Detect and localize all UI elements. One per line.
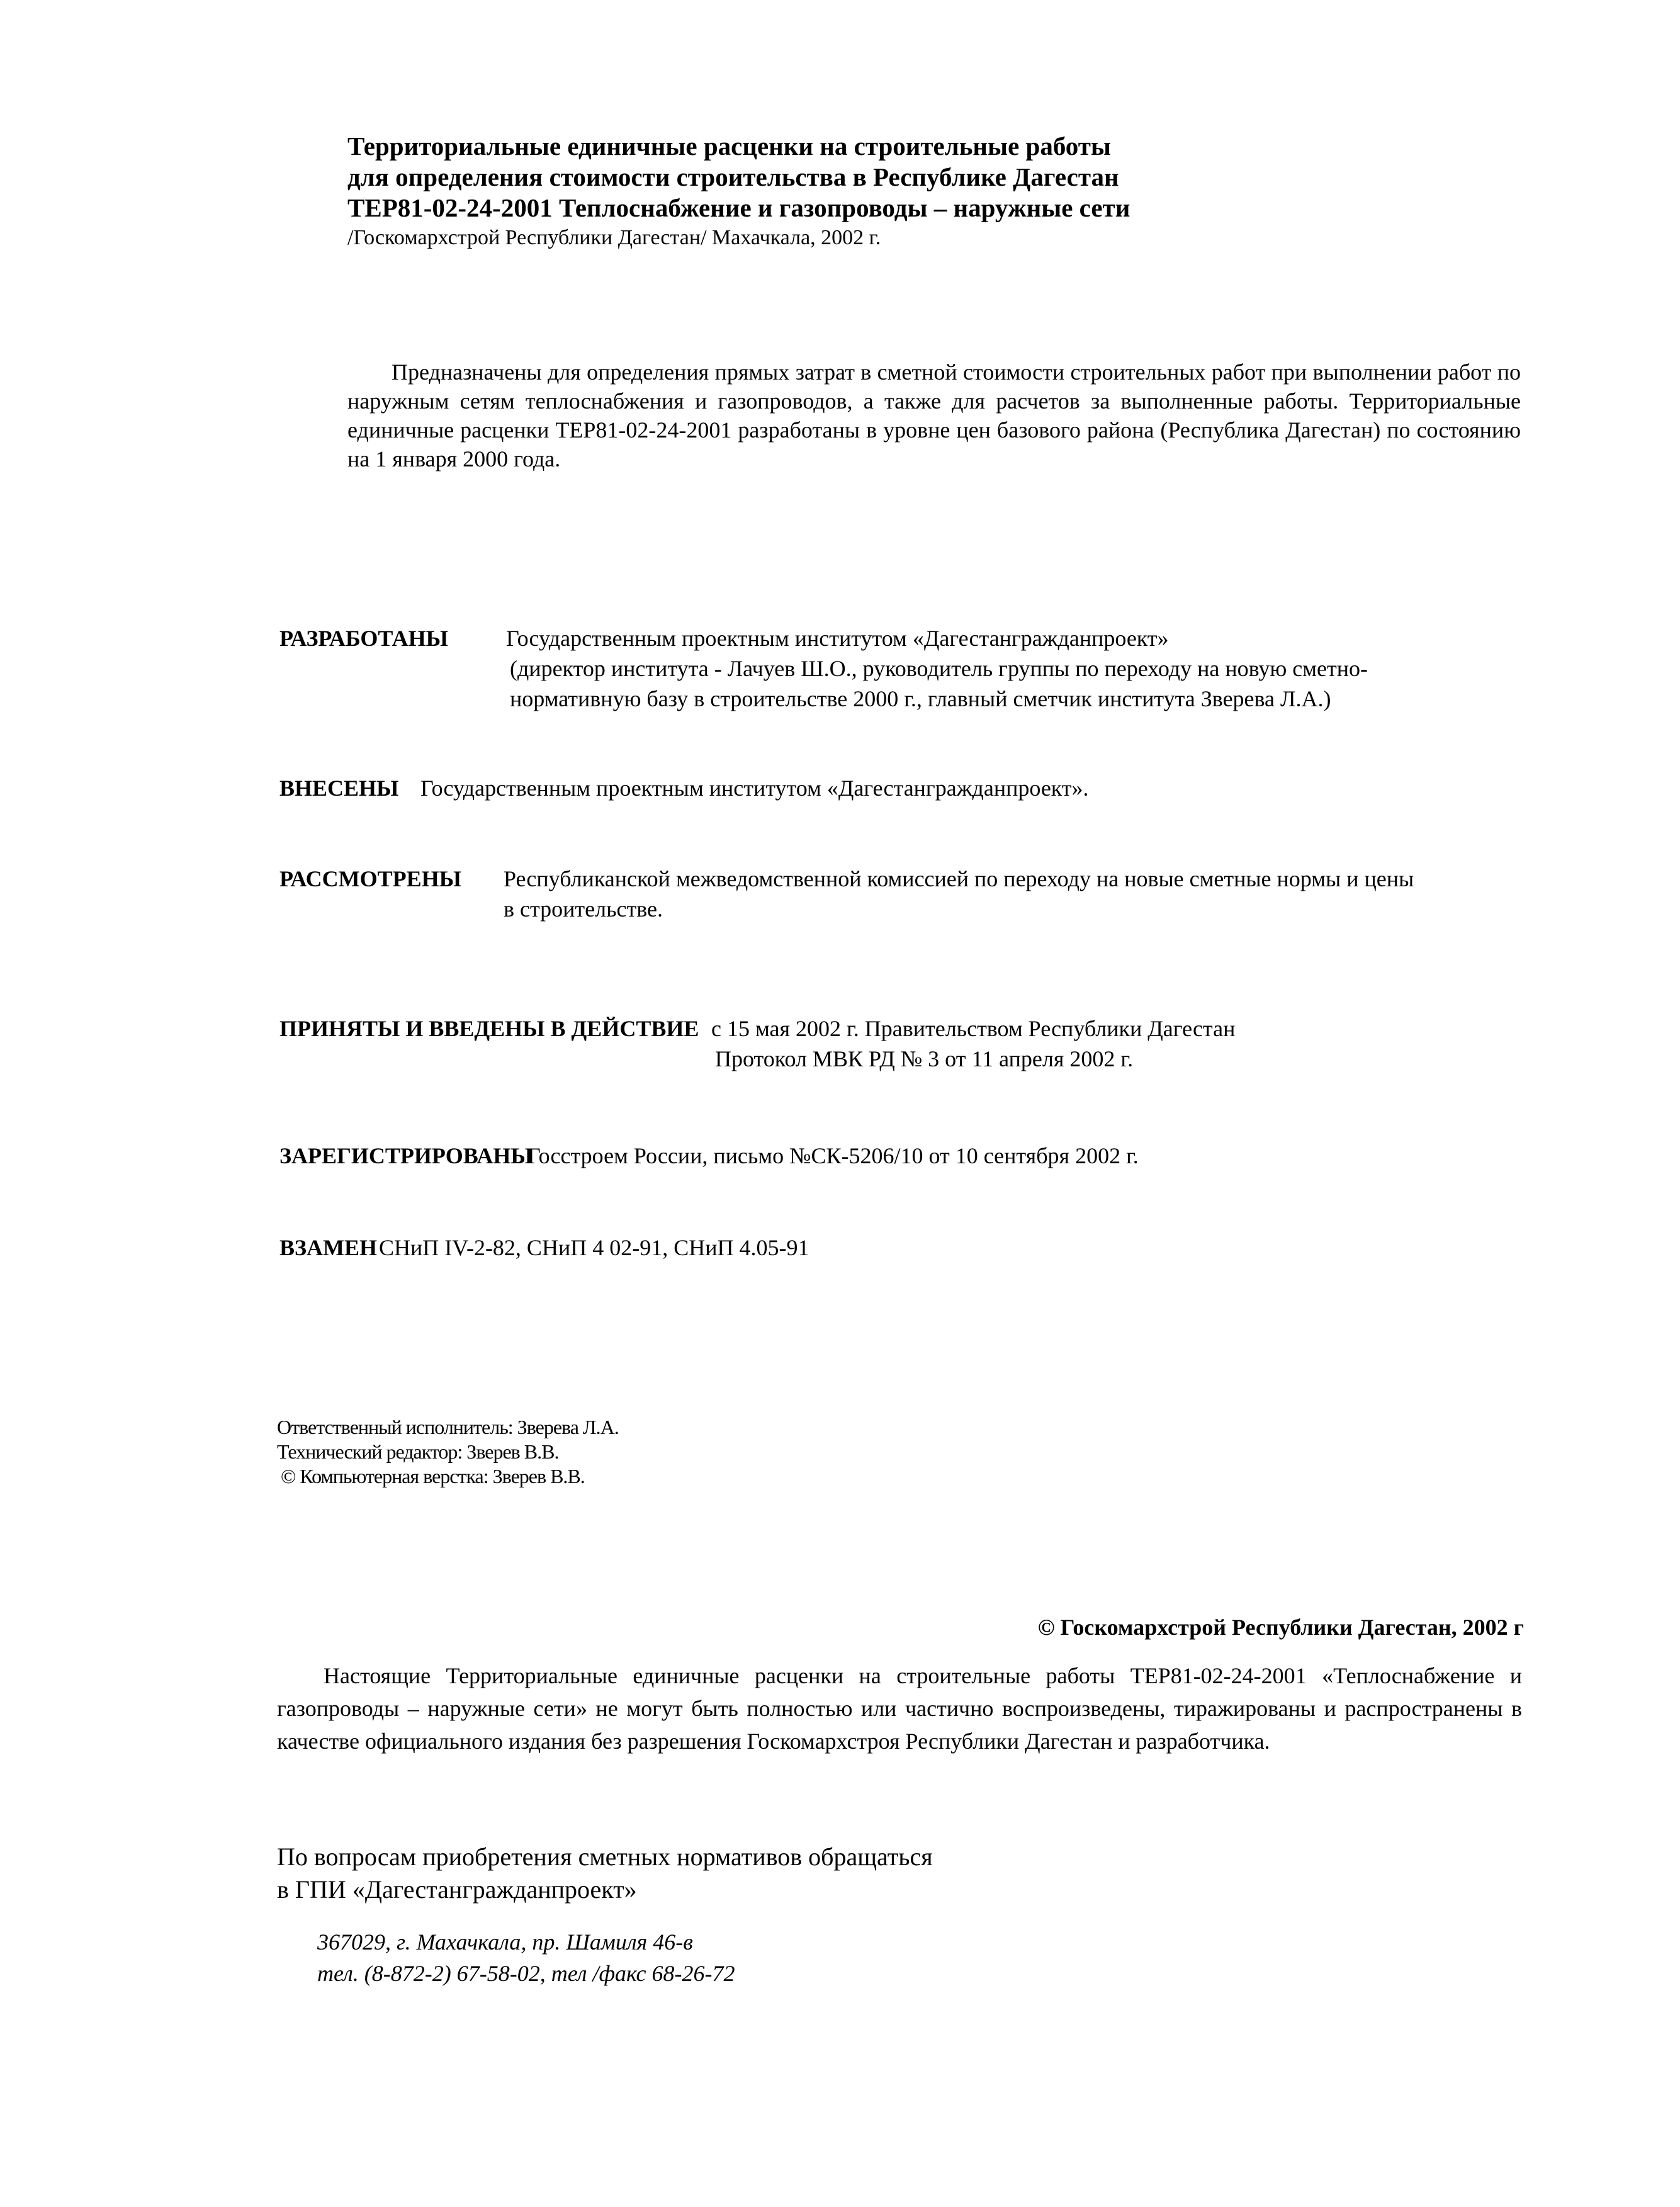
header-title-line-3: ТЕР81-02-24-2001 Теплоснабжение и газопроводы – наружные сети [347, 193, 1130, 222]
copyright-heading: © Госкомархстрой Республики Дагестан, 2002 г [1037, 1615, 1524, 1640]
adopted-text [711, 1013, 1235, 1074]
adopted-line-1: с 15 мая 2002 г. Правительством Республики Дагестан [711, 1016, 1236, 1041]
header-title-line-1: Территориальные единичные расценки на строительные работы [347, 132, 1111, 161]
introduced-text: Государственным проектным институтом «Дагестангражданпроект». [420, 776, 1089, 801]
developed-line-2: (директор института - Лачуев Ш.О., руководитель группы по переходу на новую сметно- [510, 656, 1368, 681]
intro-text: Предназначены для определения прямых затрат в сметной стоимости строительных работ при выполнении работ по наружным сетям теплоснабжения и газопроводов, а также для расчетов за выполненные работы. Территориальные единичные расценки ТЕР81-02-24-2001 разработаны в уровне цен базового района (Республика Дагестан) по состоянию на 1 января 2000 года. [347, 359, 1521, 471]
contact-block [277, 1841, 933, 1906]
introduced-label: ВНЕСЕНЫ [279, 776, 399, 801]
contact-line-2: в ГПИ «Дагестангражданпроект» [277, 1875, 637, 1904]
credits-block [277, 1415, 619, 1489]
reviewed-line-1: Республиканской межведомственной комиссией по переходу на новые сметные нормы и цены [504, 866, 1414, 891]
reviewed-line-2: в строительстве. [504, 896, 663, 922]
adopted-line-2: Протокол МВК РД № 3 от 11 апреля 2002 г. [715, 1046, 1134, 1071]
copyright-notice: Настоящие Территориальные единичные расценки на строительные работы ТЕР81-02-24-2001 «Теплоснабжение и газопроводы – наружные сети» не могут быть полностью или частично воспроизведены, тиражированы и распространены в качестве официального издания без разрешения Госкомархстроя Республики Дагестан и разработчика. [277, 1663, 1522, 1754]
registered-text: Госстроем России, письмо №СК-5206/10 от 10 сентября 2002 г. [527, 1143, 1139, 1168]
header-publisher-line: /Госкомархстрой Республики Дагестан/ Махачкала, 2002 г. [347, 226, 881, 249]
reviewed-label: РАССМОТРЕНЫ [279, 866, 461, 891]
replaces-label: ВЗАМЕН [279, 1235, 378, 1260]
replaces-text: СНиП IV-2-82, СНиП 4 02-91, СНиП 4.05-91 [379, 1235, 809, 1260]
developed-text [506, 623, 1368, 714]
developed-line-1: Государственным проектным институтом «Дагестангражданпроект» [506, 626, 1169, 651]
reviewed-text [504, 864, 1414, 924]
credits-executor: Ответственный исполнитель: Зверева Л.А. [277, 1416, 619, 1438]
document-header [347, 131, 1418, 252]
contact-address: 367029, г. Махачкала, пр. Шамиля 46-в [317, 1929, 693, 1955]
developed-label: РАЗРАБОТАНЫ [279, 626, 448, 651]
developed-line-3: нормативную базу в строительстве 2000 г., главный сметчик института Зверева Л.А.) [510, 686, 1331, 711]
credits-editor: Технический редактор: Зверев В.В. [277, 1440, 559, 1463]
header-title-line-2: для определения стоимости строительства в Республике Дагестан [347, 162, 1119, 191]
contact-phone: тел. (8-872-2) 67-58-02, тел /факс 68-26-72 [317, 1961, 735, 1986]
contact-line-1: По вопросам приобретения сметных нормативов обращаться [277, 1843, 933, 1871]
registered-label: ЗАРЕГИСТРИРОВАНЫ [279, 1143, 533, 1168]
adopted-label: ПРИНЯТЫ И ВВЕДЕНЫ В ДЕЙСТВИЕ [279, 1016, 699, 1041]
address-block [317, 1926, 735, 1989]
intro-paragraph [347, 358, 1521, 473]
credits-layout: © Компьютерная верстка: Зверев В.В. [281, 1465, 585, 1487]
